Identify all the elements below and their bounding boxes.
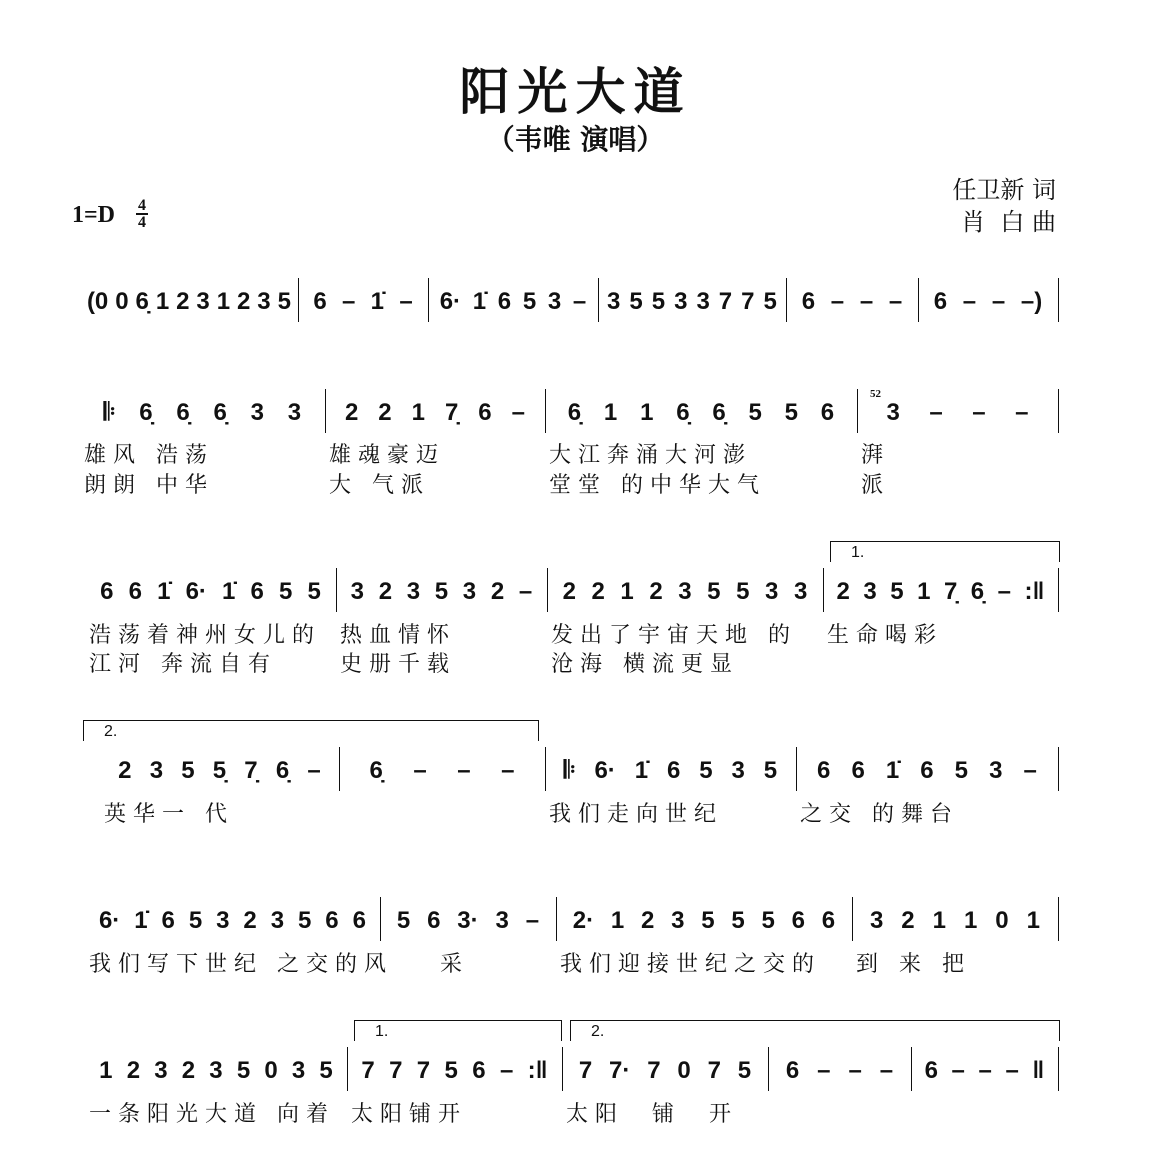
measure bbox=[562, 1051, 768, 1091]
lyric-text: 史册千载 bbox=[340, 652, 457, 677]
note: 6 bbox=[666, 757, 681, 784]
measure bbox=[556, 901, 852, 941]
measure bbox=[339, 751, 545, 791]
note: 6 bbox=[313, 288, 327, 315]
note: – bbox=[511, 399, 525, 426]
note: 1̇ bbox=[472, 288, 487, 315]
note: 6· bbox=[439, 288, 462, 315]
note: 5 bbox=[736, 578, 750, 605]
note: 3 bbox=[154, 1057, 168, 1084]
note: 3 bbox=[674, 288, 688, 315]
note: 1 bbox=[917, 578, 931, 605]
note: – bbox=[525, 907, 540, 934]
staff-line bbox=[0, 901, 1151, 941]
barline bbox=[1058, 1047, 1059, 1091]
note: 2 bbox=[591, 578, 605, 605]
performer-subtitle: （韦唯 演唱） bbox=[486, 123, 665, 156]
note: 1̇ bbox=[885, 757, 900, 784]
measure bbox=[380, 901, 556, 941]
note: 6̣ bbox=[139, 399, 153, 426]
note: 6 bbox=[161, 907, 175, 934]
lyric-text: 太阳铺开 bbox=[351, 1102, 468, 1127]
note: 2 bbox=[378, 399, 392, 426]
note: 1 bbox=[963, 907, 978, 934]
note: 5 bbox=[236, 1057, 251, 1084]
note: – bbox=[499, 1057, 514, 1084]
note: 5 bbox=[761, 907, 775, 934]
note: 6 bbox=[100, 578, 114, 605]
staff-line bbox=[0, 1051, 1151, 1091]
barline bbox=[1058, 897, 1059, 941]
note: 6̣ bbox=[970, 578, 985, 605]
measure bbox=[857, 393, 1058, 433]
note: 6 bbox=[851, 757, 865, 784]
note: 6 bbox=[250, 578, 264, 605]
note: 1 bbox=[216, 288, 231, 315]
note: 3 bbox=[495, 907, 509, 934]
note: – bbox=[962, 288, 977, 315]
note: 6 bbox=[785, 1057, 800, 1084]
note: 3 bbox=[406, 578, 421, 605]
barline bbox=[1058, 747, 1059, 791]
grace-note: 52 bbox=[870, 388, 881, 400]
note: 6 bbox=[128, 578, 142, 605]
note: – bbox=[972, 399, 986, 426]
measure bbox=[298, 282, 428, 322]
volta-bracket bbox=[354, 1020, 562, 1041]
lyric-text: 我们走向世纪 bbox=[549, 802, 724, 827]
note: – bbox=[929, 399, 943, 426]
note: 6 bbox=[801, 288, 816, 315]
lyric-text: 之交 的舞台 bbox=[800, 802, 959, 827]
note: 5 bbox=[522, 288, 537, 315]
measure bbox=[768, 1051, 911, 1091]
note: 3 bbox=[216, 907, 230, 934]
note: 2 bbox=[237, 288, 251, 315]
note: 1̇ bbox=[634, 757, 649, 784]
composer-credit: 肖 白 曲 bbox=[961, 208, 1056, 236]
lyric-text: 雄魂豪迈 bbox=[329, 443, 446, 468]
note: 7 bbox=[389, 1057, 403, 1084]
measure bbox=[85, 901, 380, 941]
note: 3 bbox=[989, 757, 1003, 784]
note: 5̣ bbox=[212, 757, 227, 784]
measure bbox=[796, 751, 1058, 791]
note: 0 bbox=[115, 288, 129, 315]
measure bbox=[100, 751, 339, 791]
staff-line bbox=[0, 393, 1151, 433]
note: – bbox=[978, 1057, 992, 1084]
note: – bbox=[1023, 757, 1037, 784]
measure bbox=[428, 282, 598, 322]
note: 1 bbox=[603, 399, 618, 426]
note: 1 bbox=[155, 288, 170, 315]
note: 3 bbox=[350, 578, 365, 605]
note: 3 bbox=[209, 1057, 223, 1084]
note: 5 bbox=[629, 288, 643, 315]
lyric-text: 朗朗 中华 bbox=[84, 473, 214, 498]
note: 7 bbox=[741, 288, 755, 315]
note: 0 bbox=[677, 1057, 691, 1084]
note: – bbox=[991, 288, 1006, 315]
note: – bbox=[888, 288, 903, 315]
note: 5 bbox=[737, 1057, 752, 1084]
lyric-text: 大江奔涌大河澎 bbox=[549, 443, 753, 468]
lyric-text: 我们写下世纪 之交的风 bbox=[89, 952, 393, 977]
measure bbox=[918, 282, 1058, 322]
note: 5 bbox=[784, 399, 798, 426]
note: 3 bbox=[547, 288, 562, 315]
note: 7̣ bbox=[444, 399, 459, 426]
note: 2 bbox=[243, 907, 257, 934]
note: 6· bbox=[98, 907, 121, 934]
note: 3 bbox=[291, 1057, 306, 1084]
note: 3 bbox=[607, 288, 621, 315]
note: 6̣ bbox=[135, 288, 149, 315]
measure bbox=[547, 572, 823, 612]
note: 7̣ bbox=[244, 757, 258, 784]
note: 5 bbox=[277, 288, 291, 315]
time-signature bbox=[136, 198, 148, 230]
note: 2 bbox=[649, 578, 663, 605]
measure bbox=[80, 393, 325, 433]
note: 3 bbox=[149, 757, 164, 784]
note: 0 bbox=[264, 1057, 278, 1084]
measure bbox=[85, 1051, 347, 1091]
lyric-text: 江河 奔流自有 bbox=[89, 652, 277, 677]
note: 6̣ bbox=[676, 399, 690, 426]
note: 1̇ bbox=[222, 578, 236, 605]
note: 2 bbox=[901, 907, 915, 934]
note: 3 bbox=[696, 288, 710, 315]
note: 5 bbox=[701, 907, 715, 934]
measure bbox=[852, 901, 1058, 941]
staff-line bbox=[0, 282, 1151, 322]
note: 1̇ bbox=[134, 907, 148, 934]
note: 3 bbox=[678, 578, 692, 605]
note: 3 bbox=[731, 757, 745, 784]
barline bbox=[1058, 568, 1059, 612]
lyric-text: 我们迎接世纪之交的 bbox=[560, 952, 822, 977]
lyric-text: 发出了宇宙天地 的 bbox=[551, 623, 797, 648]
note: 6̣ bbox=[213, 399, 227, 426]
measure bbox=[911, 1051, 1058, 1091]
barline bbox=[1058, 278, 1059, 322]
note: 6 bbox=[933, 288, 948, 315]
note: ‖ bbox=[1032, 1057, 1045, 1084]
note: 2 bbox=[118, 757, 132, 784]
lyric-text: 生命喝彩 bbox=[827, 623, 944, 648]
note: 6 bbox=[472, 1057, 486, 1084]
lyric-text: 到 来 把 bbox=[856, 952, 971, 977]
note: 7 bbox=[361, 1057, 375, 1084]
measure bbox=[545, 751, 796, 791]
note: 5 bbox=[319, 1057, 333, 1084]
lyric-text: 浩荡着神州女儿的 bbox=[89, 623, 322, 648]
note: 𝄆 bbox=[103, 399, 116, 426]
note: 5 bbox=[890, 578, 904, 605]
note: 1 bbox=[620, 578, 634, 605]
note: 𝄆 bbox=[563, 757, 576, 784]
note: – bbox=[859, 288, 874, 315]
note: 2 bbox=[378, 578, 393, 605]
note: – bbox=[830, 288, 845, 315]
lyric-text: 太阳 铺 开 bbox=[566, 1102, 738, 1127]
note: 3 bbox=[869, 907, 884, 934]
note: 3 bbox=[250, 399, 265, 426]
note: 2 bbox=[836, 578, 850, 605]
note: 6̣ bbox=[369, 757, 383, 784]
note: 7 bbox=[416, 1057, 431, 1084]
lyric-text: 英华一 代 bbox=[104, 802, 234, 827]
note: 1 bbox=[932, 907, 946, 934]
note: (0 bbox=[86, 288, 109, 315]
note: – bbox=[518, 578, 533, 605]
note: 6 bbox=[924, 1057, 938, 1084]
lyric-text: 热血情怀 bbox=[340, 623, 457, 648]
note: – bbox=[341, 288, 356, 315]
note: – bbox=[997, 578, 1012, 605]
note: 6 bbox=[920, 757, 934, 784]
note: 3 bbox=[793, 578, 808, 605]
note: 2 bbox=[641, 907, 655, 934]
note: 2 bbox=[562, 578, 576, 605]
note: – bbox=[457, 757, 471, 784]
key-signature: 1=D bbox=[72, 202, 116, 228]
note: – bbox=[1005, 1057, 1019, 1084]
note: 6̣ bbox=[275, 757, 290, 784]
note: 6 bbox=[427, 907, 441, 934]
note: 6 bbox=[817, 757, 831, 784]
note: 6 bbox=[478, 399, 492, 426]
note: – bbox=[501, 757, 515, 784]
barline bbox=[1058, 389, 1059, 433]
note: 6 bbox=[352, 907, 366, 934]
note: 0 bbox=[995, 907, 1009, 934]
lyric-text: 堂堂 的中华大气 bbox=[549, 473, 766, 498]
note: 1̇ bbox=[370, 288, 385, 315]
note: 3 bbox=[287, 399, 302, 426]
note: 3 bbox=[270, 907, 285, 934]
lyric-text: 采 bbox=[440, 952, 470, 977]
note: 1 bbox=[411, 399, 425, 426]
note: 7 bbox=[718, 288, 733, 315]
time-bottom: 4 bbox=[138, 214, 146, 231]
measure bbox=[545, 393, 857, 433]
note: 6 bbox=[791, 907, 805, 934]
lyric-text: 一条阳光大道 向着 bbox=[89, 1102, 335, 1127]
note: 3 bbox=[863, 578, 877, 605]
note: – bbox=[572, 288, 587, 315]
note: 3 bbox=[257, 288, 271, 315]
measure bbox=[598, 282, 786, 322]
volta-label: 1. bbox=[851, 544, 865, 561]
note: – bbox=[879, 1057, 894, 1084]
note: 6 bbox=[821, 907, 836, 934]
note: 3· bbox=[457, 907, 479, 934]
note: 1 bbox=[99, 1057, 113, 1084]
note: 5 bbox=[434, 578, 449, 605]
volta-label: 1. bbox=[375, 1023, 389, 1040]
volta-bracket bbox=[83, 720, 539, 741]
note: 5 bbox=[707, 578, 721, 605]
note: 5 bbox=[763, 757, 778, 784]
note: – bbox=[1015, 399, 1029, 426]
note: 5 bbox=[699, 757, 713, 784]
note: 3 bbox=[765, 578, 779, 605]
note: – bbox=[307, 757, 321, 784]
measure bbox=[85, 572, 336, 612]
measure bbox=[786, 282, 918, 322]
note: 5 bbox=[188, 907, 203, 934]
note: :‖ bbox=[1024, 578, 1045, 605]
time-top: 4 bbox=[138, 197, 146, 214]
note: 5 bbox=[651, 288, 666, 315]
lyric-text: 派 bbox=[861, 473, 891, 498]
note: 6 bbox=[497, 288, 512, 315]
note: 2· bbox=[572, 907, 595, 934]
note: 5 bbox=[731, 907, 745, 934]
note: 5 bbox=[181, 757, 195, 784]
measure bbox=[325, 393, 545, 433]
volta-label: 2. bbox=[104, 723, 118, 740]
note: – bbox=[848, 1057, 862, 1084]
lyric-text: 雄风 浩荡 bbox=[84, 443, 214, 468]
note: 7· bbox=[609, 1057, 631, 1084]
staff-line bbox=[0, 572, 1151, 612]
note: 7̣ bbox=[943, 578, 958, 605]
note: 5 bbox=[748, 399, 762, 426]
note: – bbox=[817, 1057, 831, 1084]
measure bbox=[80, 282, 298, 322]
note: 1̇ bbox=[157, 578, 171, 605]
note: 3 bbox=[886, 399, 900, 426]
note: 5 bbox=[954, 757, 969, 784]
note: 1 bbox=[1026, 907, 1040, 934]
lyric-text: 湃 bbox=[861, 443, 891, 468]
note: 1 bbox=[610, 907, 625, 934]
measure bbox=[823, 572, 1058, 612]
note: 5 bbox=[444, 1057, 458, 1084]
note: 2 bbox=[490, 578, 505, 605]
lyric-text: 大 气派 bbox=[329, 473, 430, 498]
note: 2 bbox=[176, 288, 190, 315]
lyricist-credit: 任卫新 词 bbox=[952, 176, 1056, 204]
note: – bbox=[399, 288, 413, 315]
lyric-text: 沧海 横流更显 bbox=[551, 652, 739, 677]
note: – bbox=[951, 1057, 965, 1084]
note: 3 bbox=[462, 578, 477, 605]
measure bbox=[336, 572, 547, 612]
note: 5 bbox=[763, 288, 777, 315]
note: –) bbox=[1020, 288, 1043, 315]
note: – bbox=[413, 757, 427, 784]
staff-line bbox=[0, 751, 1151, 791]
note: :‖ bbox=[527, 1057, 548, 1084]
note: 6̣ bbox=[567, 399, 582, 426]
note: 2 bbox=[181, 1057, 196, 1084]
note: 6̣ bbox=[712, 399, 726, 426]
note: 7 bbox=[578, 1057, 593, 1084]
song-title: 阳光大道 bbox=[459, 62, 692, 121]
note: 3 bbox=[671, 907, 685, 934]
measure bbox=[347, 1051, 562, 1091]
note: 6· bbox=[594, 757, 616, 784]
note: 2 bbox=[344, 399, 359, 426]
note: 5 bbox=[307, 578, 321, 605]
volta-label: 2. bbox=[591, 1023, 605, 1040]
note: 7 bbox=[647, 1057, 661, 1084]
note: 6 bbox=[820, 399, 835, 426]
note: 7 bbox=[707, 1057, 721, 1084]
note: 3 bbox=[196, 288, 210, 315]
volta-bracket bbox=[830, 541, 1060, 562]
note: 6̣ bbox=[176, 399, 190, 426]
note: 5 bbox=[279, 578, 293, 605]
note: 2 bbox=[126, 1057, 141, 1084]
note: 5 bbox=[396, 907, 411, 934]
note: 6 bbox=[325, 907, 339, 934]
note: 6· bbox=[185, 578, 207, 605]
volta-bracket bbox=[570, 1020, 1060, 1041]
note: 1 bbox=[640, 399, 654, 426]
note: 5 bbox=[298, 907, 312, 934]
